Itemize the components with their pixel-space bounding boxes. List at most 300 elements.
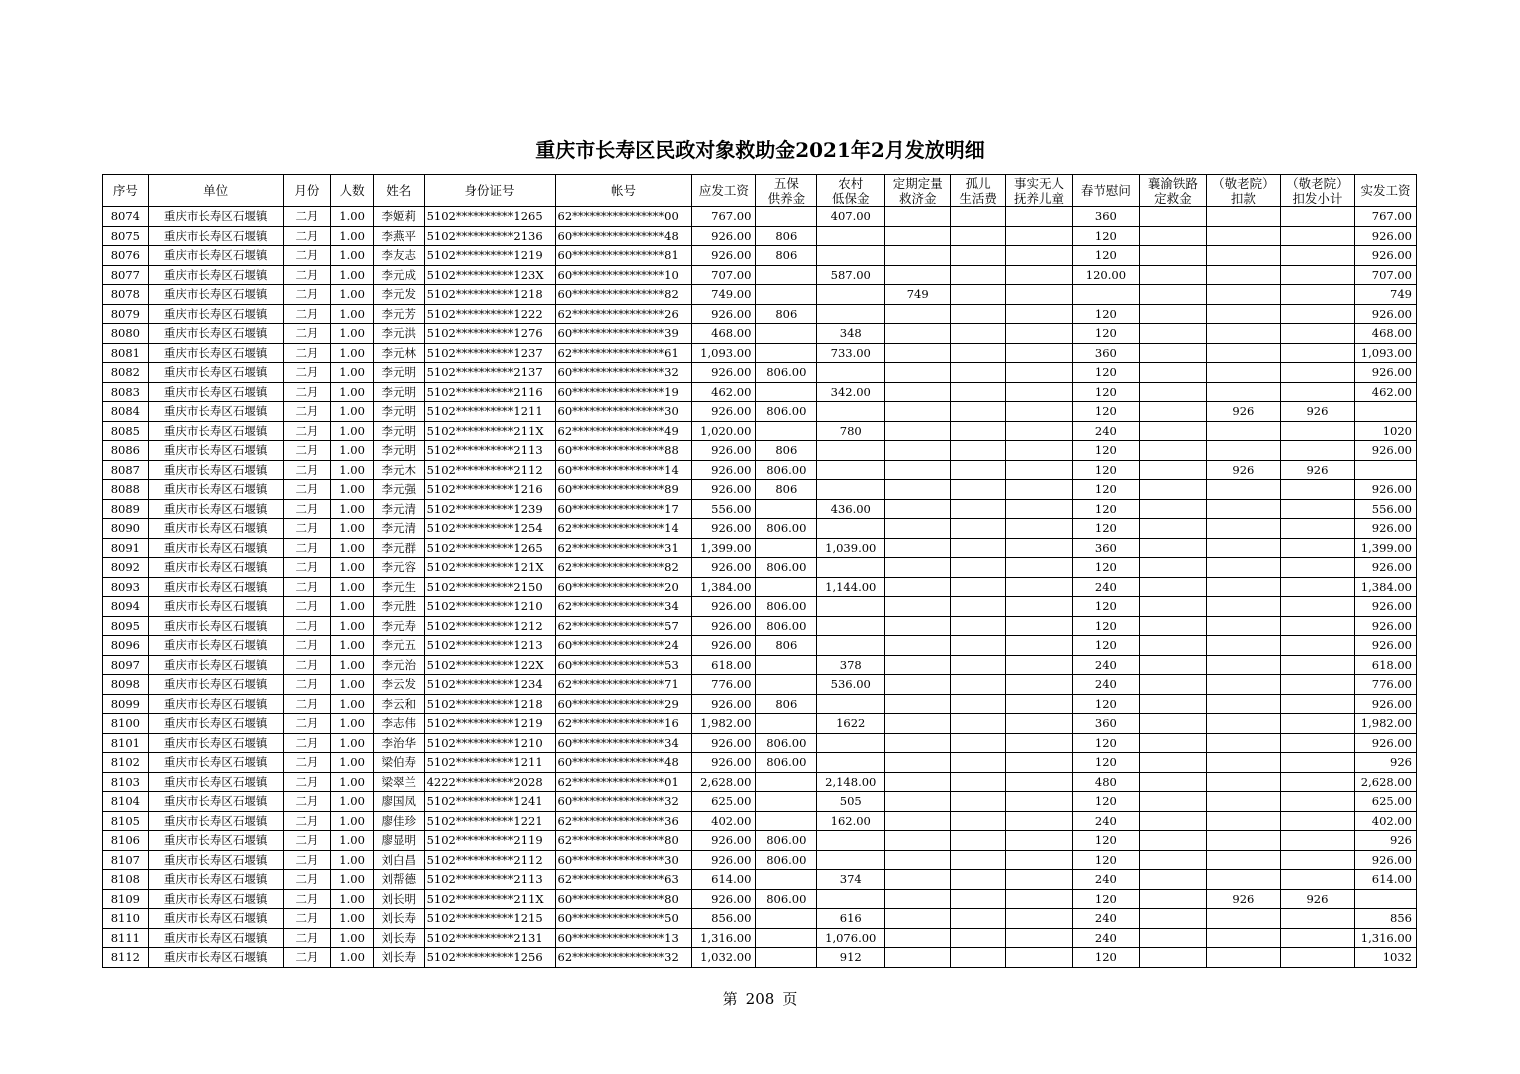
cell-railway-relief — [1139, 655, 1206, 675]
cell-gross-pay: 926.00 — [692, 460, 756, 480]
cell-seq: 8096 — [103, 636, 149, 656]
cell-nursing-home-deduction — [1206, 909, 1280, 929]
cell-fixed-relief — [885, 207, 951, 227]
cell-month: 二月 — [283, 792, 331, 812]
cell-unit: 重庆市长寿区石堰镇 — [148, 499, 283, 519]
relief-payment-table — [102, 174, 1417, 968]
cell-unit: 重庆市长寿区石堰镇 — [148, 655, 283, 675]
cell-count: 1.00 — [331, 753, 374, 773]
page-prefix: 第 — [722, 990, 738, 1008]
cell-account: 62****************31 — [555, 538, 692, 558]
cell-unit: 重庆市长寿区石堰镇 — [148, 928, 283, 948]
cell-nursing-home-withheld — [1280, 831, 1354, 851]
cell-nursing-home-withheld — [1280, 870, 1354, 890]
cell-unit: 重庆市长寿区石堰镇 — [148, 519, 283, 539]
cell-orphan-allowance — [951, 616, 1006, 636]
cell-spring-festival: 120 — [1072, 441, 1139, 461]
cell-spring-festival: 360 — [1072, 343, 1139, 363]
table-row — [103, 324, 1417, 344]
cell-month: 二月 — [283, 519, 331, 539]
cell-account: 60****************32 — [555, 792, 692, 812]
cell-nursing-home-deduction — [1206, 480, 1280, 500]
cell-name: 李姬莉 — [373, 207, 424, 227]
table-row — [103, 538, 1417, 558]
cell-id-number: 5102**********1212 — [424, 616, 555, 636]
cell-month: 二月 — [283, 675, 331, 695]
cell-account: 60****************39 — [555, 324, 692, 344]
cell-railway-relief — [1139, 753, 1206, 773]
cell-five-guarantee — [756, 207, 817, 227]
cell-rural-subsistence: 1,076.00 — [817, 928, 885, 948]
cell-id-number: 5102**********1211 — [424, 753, 555, 773]
cell-unattended-child — [1005, 460, 1072, 480]
cell-name: 李元明 — [373, 441, 424, 461]
cell-month: 二月 — [283, 948, 331, 968]
cell-gross-pay: 926.00 — [692, 441, 756, 461]
cell-spring-festival: 240 — [1072, 909, 1139, 929]
cell-spring-festival: 240 — [1072, 577, 1139, 597]
cell-orphan-allowance — [951, 636, 1006, 656]
cell-unit: 重庆市长寿区石堰镇 — [148, 714, 283, 734]
cell-count: 1.00 — [331, 285, 374, 305]
cell-net-pay: 776.00 — [1354, 675, 1416, 695]
cell-seq: 8080 — [103, 324, 149, 344]
cell-net-pay: 926.00 — [1354, 694, 1416, 714]
cell-fixed-relief — [885, 948, 951, 968]
cell-month: 二月 — [283, 285, 331, 305]
cell-unit: 重庆市长寿区石堰镇 — [148, 597, 283, 617]
cell-id-number: 5102**********1222 — [424, 304, 555, 324]
table-row — [103, 889, 1417, 909]
cell-fixed-relief — [885, 675, 951, 695]
table-row — [103, 714, 1417, 734]
cell-unattended-child — [1005, 538, 1072, 558]
cell-count: 1.00 — [331, 499, 374, 519]
table-row — [103, 733, 1417, 753]
cell-unit: 重庆市长寿区石堰镇 — [148, 304, 283, 324]
cell-gross-pay: 625.00 — [692, 792, 756, 812]
cell-account: 62****************26 — [555, 304, 692, 324]
cell-id-number: 5102**********2150 — [424, 577, 555, 597]
cell-gross-pay: 1,032.00 — [692, 948, 756, 968]
cell-railway-relief — [1139, 889, 1206, 909]
cell-nursing-home-deduction — [1206, 811, 1280, 831]
cell-five-guarantee — [756, 324, 817, 344]
cell-fixed-relief — [885, 655, 951, 675]
cell-unit: 重庆市长寿区石堰镇 — [148, 402, 283, 422]
cell-nursing-home-deduction — [1206, 616, 1280, 636]
cell-count: 1.00 — [331, 714, 374, 734]
table-row — [103, 441, 1417, 461]
cell-orphan-allowance — [951, 538, 1006, 558]
table-row — [103, 519, 1417, 539]
cell-id-number: 5102**********1276 — [424, 324, 555, 344]
cell-name: 廖佳珍 — [373, 811, 424, 831]
cell-orphan-allowance — [951, 343, 1006, 363]
cell-net-pay: 926.00 — [1354, 597, 1416, 617]
cell-unattended-child — [1005, 519, 1072, 539]
cell-name: 李元强 — [373, 480, 424, 500]
cell-id-number: 5102**********1219 — [424, 714, 555, 734]
cell-nursing-home-deduction — [1206, 499, 1280, 519]
cell-nursing-home-withheld — [1280, 597, 1354, 617]
cell-fixed-relief — [885, 694, 951, 714]
col-header-fixed-relief: 定期定量 救济金 — [885, 175, 951, 207]
cell-nursing-home-deduction — [1206, 343, 1280, 363]
cell-count: 1.00 — [331, 207, 374, 227]
table-row — [103, 343, 1417, 363]
cell-nursing-home-deduction — [1206, 363, 1280, 383]
cell-nursing-home-withheld — [1280, 441, 1354, 461]
cell-id-number: 5102**********1213 — [424, 636, 555, 656]
cell-railway-relief — [1139, 909, 1206, 929]
cell-orphan-allowance — [951, 382, 1006, 402]
cell-orphan-allowance — [951, 811, 1006, 831]
cell-gross-pay: 926.00 — [692, 304, 756, 324]
cell-net-pay: 1,399.00 — [1354, 538, 1416, 558]
cell-seq: 8105 — [103, 811, 149, 831]
cell-account: 62****************80 — [555, 831, 692, 851]
page-title: 重庆市长寿区民政对象救助金2021年2月发放明细 — [535, 138, 985, 162]
cell-month: 二月 — [283, 870, 331, 890]
cell-account: 62****************82 — [555, 558, 692, 578]
cell-fixed-relief — [885, 850, 951, 870]
cell-account: 62****************00 — [555, 207, 692, 227]
cell-spring-festival: 120 — [1072, 324, 1139, 344]
cell-seq: 8100 — [103, 714, 149, 734]
cell-railway-relief — [1139, 421, 1206, 441]
cell-railway-relief — [1139, 694, 1206, 714]
cell-unattended-child — [1005, 226, 1072, 246]
cell-count: 1.00 — [331, 441, 374, 461]
cell-fixed-relief — [885, 304, 951, 324]
cell-fixed-relief — [885, 616, 951, 636]
cell-gross-pay: 926.00 — [692, 636, 756, 656]
cell-count: 1.00 — [331, 363, 374, 383]
cell-net-pay: 462.00 — [1354, 382, 1416, 402]
cell-rural-subsistence — [817, 363, 885, 383]
cell-unit: 重庆市长寿区石堰镇 — [148, 636, 283, 656]
cell-spring-festival: 120 — [1072, 831, 1139, 851]
cell-five-guarantee — [756, 343, 817, 363]
cell-id-number: 5102**********1215 — [424, 909, 555, 929]
col-header-rural-subsistence: 农村 低保金 — [817, 175, 885, 207]
cell-count: 1.00 — [331, 636, 374, 656]
cell-id-number: 5102**********2131 — [424, 928, 555, 948]
cell-rural-subsistence: 616 — [817, 909, 885, 929]
cell-rural-subsistence — [817, 480, 885, 500]
cell-fixed-relief — [885, 811, 951, 831]
cell-fixed-relief — [885, 324, 951, 344]
cell-nursing-home-withheld: 926 — [1280, 460, 1354, 480]
cell-five-guarantee — [756, 265, 817, 285]
cell-seq: 8101 — [103, 733, 149, 753]
cell-net-pay: 1,384.00 — [1354, 577, 1416, 597]
cell-unit: 重庆市长寿区石堰镇 — [148, 772, 283, 792]
cell-name: 李元明 — [373, 382, 424, 402]
cell-name: 李元芳 — [373, 304, 424, 324]
cell-gross-pay: 776.00 — [692, 675, 756, 695]
cell-month: 二月 — [283, 831, 331, 851]
cell-name: 刘长寿 — [373, 948, 424, 968]
cell-five-guarantee: 806.00 — [756, 597, 817, 617]
cell-spring-festival: 240 — [1072, 421, 1139, 441]
cell-railway-relief — [1139, 265, 1206, 285]
cell-account: 60****************29 — [555, 694, 692, 714]
cell-unattended-child — [1005, 285, 1072, 305]
table-row — [103, 558, 1417, 578]
cell-orphan-allowance — [951, 499, 1006, 519]
cell-account: 62****************36 — [555, 811, 692, 831]
cell-gross-pay: 402.00 — [692, 811, 756, 831]
cell-rural-subsistence — [817, 441, 885, 461]
cell-nursing-home-deduction — [1206, 538, 1280, 558]
cell-count: 1.00 — [331, 928, 374, 948]
col-header-railway-relief: 襄渝铁路 定救金 — [1139, 175, 1206, 207]
cell-count: 1.00 — [331, 246, 374, 266]
table-row — [103, 928, 1417, 948]
cell-rural-subsistence: 436.00 — [817, 499, 885, 519]
cell-id-number: 5102**********1210 — [424, 597, 555, 617]
cell-unattended-child — [1005, 909, 1072, 929]
cell-month: 二月 — [283, 636, 331, 656]
col-header-count: 人数 — [331, 175, 374, 207]
table-row — [103, 402, 1417, 422]
cell-name: 刘长寿 — [373, 909, 424, 929]
cell-net-pay: 556.00 — [1354, 499, 1416, 519]
cell-gross-pay: 749.00 — [692, 285, 756, 305]
cell-rural-subsistence — [817, 753, 885, 773]
cell-count: 1.00 — [331, 402, 374, 422]
cell-gross-pay: 926.00 — [692, 597, 756, 617]
cell-nursing-home-withheld — [1280, 792, 1354, 812]
cell-net-pay: 625.00 — [1354, 792, 1416, 812]
cell-spring-festival: 240 — [1072, 675, 1139, 695]
cell-spring-festival: 120 — [1072, 733, 1139, 753]
cell-five-guarantee — [756, 538, 817, 558]
cell-railway-relief — [1139, 870, 1206, 890]
cell-nursing-home-deduction — [1206, 382, 1280, 402]
cell-net-pay: 926.00 — [1354, 616, 1416, 636]
table-row — [103, 850, 1417, 870]
cell-unit: 重庆市长寿区石堰镇 — [148, 558, 283, 578]
cell-id-number: 5102**********1211 — [424, 402, 555, 422]
cell-gross-pay: 767.00 — [692, 207, 756, 227]
cell-seq: 8084 — [103, 402, 149, 422]
cell-nursing-home-withheld — [1280, 636, 1354, 656]
cell-orphan-allowance — [951, 772, 1006, 792]
cell-fixed-relief — [885, 382, 951, 402]
cell-net-pay — [1354, 460, 1416, 480]
cell-five-guarantee: 806.00 — [756, 889, 817, 909]
cell-count: 1.00 — [331, 675, 374, 695]
cell-five-guarantee: 806 — [756, 246, 817, 266]
cell-nursing-home-withheld — [1280, 928, 1354, 948]
col-header-nursing-home-withheld: （敬老院） 扣发小计 — [1280, 175, 1354, 207]
cell-fixed-relief — [885, 928, 951, 948]
cell-seq: 8090 — [103, 519, 149, 539]
cell-account: 60****************20 — [555, 577, 692, 597]
cell-spring-festival: 120.00 — [1072, 265, 1139, 285]
cell-unit: 重庆市长寿区石堰镇 — [148, 733, 283, 753]
cell-fixed-relief — [885, 538, 951, 558]
cell-count: 1.00 — [331, 792, 374, 812]
cell-month: 二月 — [283, 382, 331, 402]
cell-nursing-home-deduction — [1206, 207, 1280, 227]
cell-account: 62****************14 — [555, 519, 692, 539]
cell-orphan-allowance — [951, 480, 1006, 500]
cell-account: 62****************01 — [555, 772, 692, 792]
cell-nursing-home-deduction — [1206, 675, 1280, 695]
cell-name: 李云和 — [373, 694, 424, 714]
cell-month: 二月 — [283, 577, 331, 597]
cell-net-pay: 926.00 — [1354, 733, 1416, 753]
cell-count: 1.00 — [331, 889, 374, 909]
cell-railway-relief — [1139, 675, 1206, 695]
cell-spring-festival: 360 — [1072, 714, 1139, 734]
cell-railway-relief — [1139, 636, 1206, 656]
cell-orphan-allowance — [951, 460, 1006, 480]
cell-gross-pay: 856.00 — [692, 909, 756, 929]
cell-rural-subsistence: 587.00 — [817, 265, 885, 285]
cell-nursing-home-deduction — [1206, 850, 1280, 870]
cell-account: 60****************13 — [555, 928, 692, 948]
cell-fixed-relief — [885, 499, 951, 519]
cell-seq: 8085 — [103, 421, 149, 441]
cell-net-pay: 926.00 — [1354, 558, 1416, 578]
cell-account: 60****************14 — [555, 460, 692, 480]
cell-spring-festival: 240 — [1072, 928, 1139, 948]
cell-count: 1.00 — [331, 811, 374, 831]
cell-nursing-home-deduction — [1206, 655, 1280, 675]
cell-five-guarantee: 806 — [756, 226, 817, 246]
cell-rural-subsistence: 536.00 — [817, 675, 885, 695]
cell-rural-subsistence: 505 — [817, 792, 885, 812]
cell-count: 1.00 — [331, 324, 374, 344]
cell-count: 1.00 — [331, 870, 374, 890]
cell-fixed-relief — [885, 714, 951, 734]
cell-account: 60****************10 — [555, 265, 692, 285]
cell-nursing-home-deduction — [1206, 597, 1280, 617]
cell-gross-pay: 926.00 — [692, 733, 756, 753]
cell-unit: 重庆市长寿区石堰镇 — [148, 441, 283, 461]
cell-id-number: 4222**********2028 — [424, 772, 555, 792]
cell-month: 二月 — [283, 772, 331, 792]
cell-spring-festival: 120 — [1072, 304, 1139, 324]
cell-month: 二月 — [283, 246, 331, 266]
cell-spring-festival: 120 — [1072, 460, 1139, 480]
cell-five-guarantee — [756, 499, 817, 519]
cell-seq: 8094 — [103, 597, 149, 617]
cell-rural-subsistence — [817, 246, 885, 266]
cell-name: 李元发 — [373, 285, 424, 305]
cell-railway-relief — [1139, 772, 1206, 792]
cell-railway-relief — [1139, 733, 1206, 753]
cell-name: 李元清 — [373, 519, 424, 539]
cell-railway-relief — [1139, 597, 1206, 617]
cell-five-guarantee: 806.00 — [756, 850, 817, 870]
col-header-seq: 序号 — [103, 175, 149, 207]
cell-rural-subsistence: 407.00 — [817, 207, 885, 227]
cell-railway-relief — [1139, 948, 1206, 968]
col-header-id-number: 身份证号 — [424, 175, 555, 207]
cell-railway-relief — [1139, 382, 1206, 402]
cell-account: 60****************89 — [555, 480, 692, 500]
cell-unattended-child — [1005, 870, 1072, 890]
table-row — [103, 655, 1417, 675]
cell-gross-pay: 468.00 — [692, 324, 756, 344]
cell-count: 1.00 — [331, 421, 374, 441]
cell-net-pay: 618.00 — [1354, 655, 1416, 675]
cell-unit: 重庆市长寿区石堰镇 — [148, 207, 283, 227]
cell-month: 二月 — [283, 538, 331, 558]
cell-month: 二月 — [283, 909, 331, 929]
table-row — [103, 382, 1417, 402]
cell-gross-pay: 926.00 — [692, 480, 756, 500]
cell-name: 李治华 — [373, 733, 424, 753]
cell-unit: 重庆市长寿区石堰镇 — [148, 577, 283, 597]
cell-net-pay: 1,093.00 — [1354, 343, 1416, 363]
cell-unattended-child — [1005, 577, 1072, 597]
cell-count: 1.00 — [331, 772, 374, 792]
cell-name: 李志伟 — [373, 714, 424, 734]
cell-rural-subsistence: 1622 — [817, 714, 885, 734]
cell-railway-relief — [1139, 499, 1206, 519]
table-row — [103, 597, 1417, 617]
cell-month: 二月 — [283, 265, 331, 285]
cell-month: 二月 — [283, 421, 331, 441]
cell-orphan-allowance — [951, 714, 1006, 734]
cell-id-number: 5102**********123X — [424, 265, 555, 285]
cell-seq: 8110 — [103, 909, 149, 929]
cell-nursing-home-withheld — [1280, 207, 1354, 227]
cell-unattended-child — [1005, 655, 1072, 675]
cell-account: 60****************48 — [555, 753, 692, 773]
cell-month: 二月 — [283, 597, 331, 617]
cell-orphan-allowance — [951, 655, 1006, 675]
cell-orphan-allowance — [951, 441, 1006, 461]
cell-unattended-child — [1005, 850, 1072, 870]
cell-seq: 8099 — [103, 694, 149, 714]
cell-name: 李元胜 — [373, 597, 424, 617]
cell-name: 李元明 — [373, 421, 424, 441]
cell-account: 62****************71 — [555, 675, 692, 695]
cell-id-number: 5102**********1218 — [424, 694, 555, 714]
cell-gross-pay: 926.00 — [692, 850, 756, 870]
cell-fixed-relief — [885, 265, 951, 285]
cell-railway-relief — [1139, 714, 1206, 734]
table-row — [103, 909, 1417, 929]
table-row — [103, 499, 1417, 519]
cell-net-pay: 926.00 — [1354, 304, 1416, 324]
cell-fixed-relief — [885, 402, 951, 422]
cell-gross-pay: 556.00 — [692, 499, 756, 519]
cell-railway-relief — [1139, 850, 1206, 870]
col-header-month: 月份 — [283, 175, 331, 207]
cell-railway-relief — [1139, 811, 1206, 831]
cell-rural-subsistence: 1,144.00 — [817, 577, 885, 597]
cell-seq: 8076 — [103, 246, 149, 266]
cell-gross-pay: 2,628.00 — [692, 772, 756, 792]
cell-account: 60****************48 — [555, 226, 692, 246]
cell-nursing-home-deduction — [1206, 265, 1280, 285]
cell-unattended-child — [1005, 363, 1072, 383]
cell-name: 刘白昌 — [373, 850, 424, 870]
cell-month: 二月 — [283, 850, 331, 870]
cell-nursing-home-deduction — [1206, 324, 1280, 344]
cell-net-pay: 749 — [1354, 285, 1416, 305]
cell-account: 60****************24 — [555, 636, 692, 656]
